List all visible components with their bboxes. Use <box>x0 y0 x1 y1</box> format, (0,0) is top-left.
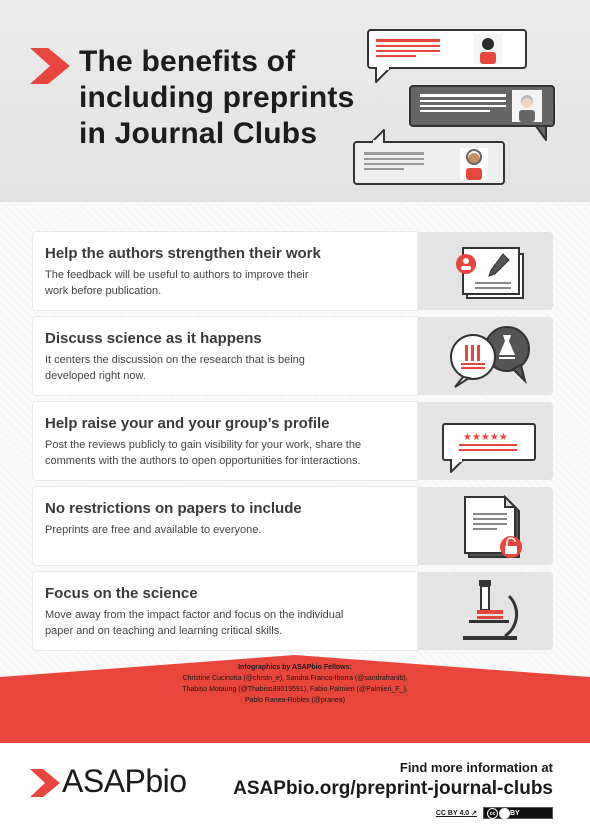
info-url-link[interactable]: ASAPbio.org/preprint-journal-clubs <box>233 778 553 799</box>
credits: Infographics by ASAPbio Fellows: Christine Cucinotta (@chrstn_e), Sandra Franco-Iborra (@sandrafranib), Thabiso Motaung (@Thabiso39019591), Fabio Palmieri (@Palmieri_F_), Pablo Ranea-Robles (@pranea) <box>182 664 408 704</box>
by-person-icon <box>499 808 510 819</box>
benefit-description: Preprints are free and available to everyone. <box>45 524 262 536</box>
science-chat-icon <box>433 321 543 391</box>
benefit-title: Focus on the science <box>45 585 198 602</box>
chat-bubbles-illustration <box>348 26 568 191</box>
cc-icon: cc <box>487 808 498 819</box>
arrow-logo-icon <box>30 48 70 84</box>
unlocked-paper-icon <box>433 491 543 561</box>
header <box>0 0 590 202</box>
benefit-title: Help raise your and your group’s profile <box>45 415 330 432</box>
star-review-icon <box>433 406 543 476</box>
benefit-card <box>33 232 553 310</box>
footer <box>0 743 590 826</box>
benefit-card <box>33 402 553 480</box>
microscope-icon <box>433 576 543 646</box>
benefit-description: Post the reviews publicly to gain visibility for your work, share the comments with the authors to open opportunities for interactions. <box>45 439 362 467</box>
license-link[interactable]: CC BY 4.0 ↗ <box>435 810 477 817</box>
benefit-card-text <box>33 317 417 395</box>
document-review-icon <box>433 236 543 306</box>
asapbio-arrow-icon <box>30 769 60 797</box>
benefit-card <box>33 487 553 565</box>
benefit-title: Discuss science as it happens <box>45 330 262 347</box>
benefit-card-text <box>33 487 417 565</box>
page-title: The benefits of including preprints in Journal Clubs <box>79 45 355 150</box>
benefit-card-text <box>33 232 417 310</box>
license <box>436 807 553 819</box>
benefit-card <box>33 572 553 650</box>
benefit-description: It centers the discussion on the research that is being developed right now. <box>45 354 305 382</box>
benefit-title: No restrictions on papers to include <box>45 500 302 517</box>
asapbio-logo: ASAPbio <box>62 763 187 799</box>
benefit-card-text <box>33 402 417 480</box>
benefit-description: Move away from the impact factor and focus on the individual paper and on teaching and learning critical skills. <box>45 609 344 637</box>
benefit-description: The feedback will be useful to authors to improve their work before publication. <box>45 269 309 297</box>
svg-text:★★★★★: ★★★★★ <box>463 432 508 443</box>
benefit-card-text <box>33 572 417 650</box>
benefit-card <box>33 317 553 395</box>
benefit-title: Help the authors strengthen their work <box>45 245 321 262</box>
more-info-label: Find more information at <box>399 760 553 775</box>
cc-by-badge-icon: cc BY <box>483 807 553 819</box>
